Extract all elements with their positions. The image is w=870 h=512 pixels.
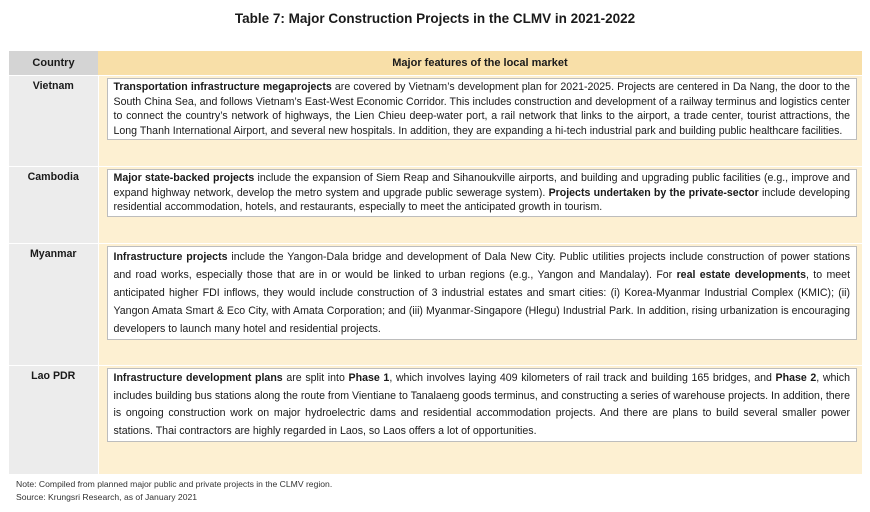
source-text: Source: Krungsri Research, as of January 2021 <box>16 492 198 502</box>
column-header-features: Major features of the local market <box>98 51 862 76</box>
body-text: include the Yangon-Dala bridge and development of Dala New City. Public utilities projects include construction of power stations and road works, especially those that are in or would be linked to urban regions (e.g., Yangon and Mandalay). For <box>113 251 850 281</box>
table-title: Table 7: Major Construction Projects in the CLMV in 2021-2022 <box>234 11 636 26</box>
features-text <box>107 368 858 442</box>
highlight-text: Major state-backed projects <box>113 172 255 184</box>
table-row <box>9 76 862 167</box>
country-cell: Vietnam <box>9 76 98 167</box>
body-text: , which includes building bus stations along the route from Vientiane to Tanalaeng goods terminus, and constructing a series of warehouse projects. In addition, there is ongoing construction work on major hydroelectric dams and residential accommodation projects. And there are plans to build several smaller power stations. Thai contractors are highly regarded in Laos, so Laos offers a lot of opportunities. <box>113 372 850 437</box>
features-text <box>107 169 858 217</box>
features-text <box>107 78 858 140</box>
country-cell: Myanmar <box>9 244 98 366</box>
country-cell: Cambodia <box>9 167 98 244</box>
highlight-text: Phase 1 <box>348 372 390 384</box>
footnotes <box>16 478 332 504</box>
highlight-text: Infrastructure projects <box>113 251 228 263</box>
body-text: , to meet anticipated higher FDI inflows, they would include construction of 3 industrial estates and smart cities: (i) Korea-Myanmar Industrial Complex (KMIC); (ii) Yangon Amata Smart & Eco City, with Amata Corporation; and (iii) Myanmar-Singapore (Hlegu) Industrial Park. In addition, rising urbanization is encouraging developers to launch many hotel and residential projects. <box>113 269 851 335</box>
note-text: Note: Compiled from planned major public and private projects in the CLMV region. <box>16 479 333 489</box>
projects-table <box>9 51 862 475</box>
body-text: include developing residential accommodation, hotels, and restaurants, especially to meet the anticipated growth in tourism. <box>113 186 850 214</box>
body-text: are split into <box>282 372 349 384</box>
body-text: , which involves laying 409 kilometers of rail track and building 165 bridges, and <box>389 372 776 384</box>
highlight-text: Transportation infrastructure megaprojects <box>113 81 332 93</box>
highlight-text: Projects undertaken by the private-sector <box>548 186 759 199</box>
header-row <box>9 51 862 76</box>
table-row <box>9 167 862 244</box>
body-text: are covered by Vietnam’s development plan for 2021-2025. Projects are centered in Da Nang, the door to the South China Sea, and follows Vietnam’s East-West Economic Corridor. This includes construction and development of a railway terminus and logistics center to connect the country’s network of highways, the Lien Chieu deep-water port, a rail network that links to the airport, a trade center, tourist attractions, the Long Thanh International Airport, and several new hospitals. In addition, they are expanding a hi-tech industrial park and building public healthcare facilities. <box>113 81 850 137</box>
highlight-text: Infrastructure development plans <box>113 372 283 384</box>
column-header-country: Country <box>9 51 98 76</box>
highlight-text: Phase 2 <box>775 372 817 384</box>
body-text: include the expansion of Siem Reap and Sihanoukville airports, and building and upgrading public facilities (e.g., improve and expand highway network, develop the metro system and upgrade public sewerage system). <box>113 172 850 199</box>
features-text <box>107 246 858 340</box>
highlight-text: real estate developments <box>676 269 806 281</box>
table-row <box>9 366 862 475</box>
country-cell: Lao PDR <box>9 366 98 475</box>
table-row <box>9 244 862 366</box>
